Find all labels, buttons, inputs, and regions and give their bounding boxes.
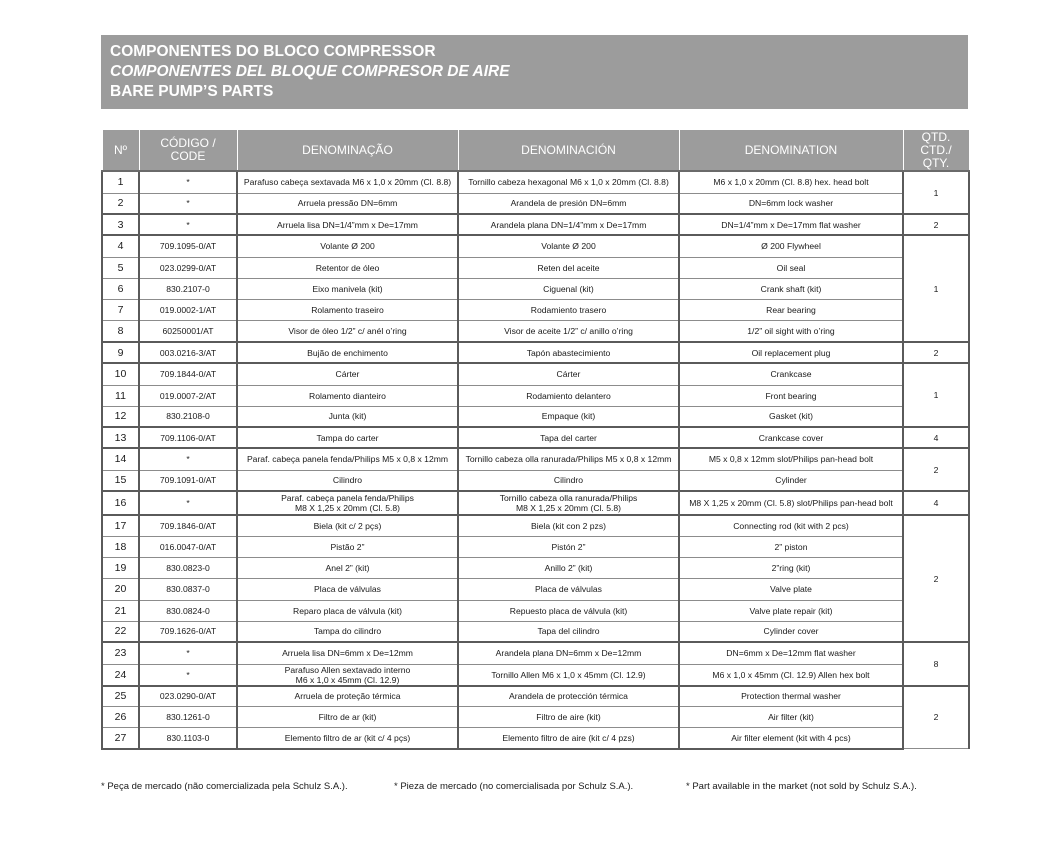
table-row (102, 664, 969, 686)
row-denomination-en: Gasket (kit) (679, 406, 903, 427)
row-denomination-es: Biela (kit con 2 pzs) (458, 515, 679, 536)
row-denomination-pt: Arruela lisa DN=1/4”mm x De=17mm (237, 214, 458, 235)
row-denomination-en: M6 x 1,0 x 20mm (Cl. 8.8) hex. head bolt (679, 171, 903, 193)
row-denomination-en: Cylinder (679, 470, 903, 491)
row-denomination-pt (237, 664, 458, 686)
row-code: 016.0047-0/AT (139, 536, 237, 557)
footnote-portuguese: * Peça de mercado (não comercializada pela Schulz S.A.). (101, 781, 348, 792)
row-quantity: 2 (903, 686, 969, 749)
header-quantity (903, 130, 969, 172)
row-denomination-en: Oil seal (679, 257, 903, 278)
table-row (102, 621, 969, 642)
row-number: 23 (102, 642, 139, 664)
table-row (102, 193, 969, 214)
row-denomination-en: Crankcase (679, 363, 903, 385)
row-denomination-en: DN=6mm lock washer (679, 193, 903, 214)
row-number: 7 (102, 299, 139, 320)
row-denomination-es: Empaque (kit) (458, 406, 679, 427)
title-banner (101, 35, 968, 109)
row-denomination-es: Cilindro (458, 470, 679, 491)
row-number: 4 (102, 235, 139, 257)
row-denomination-pt-line1: Parafuso Allen sextavado interno (284, 664, 411, 675)
row-denomination-en: DN=1/4”mm x De=17mm flat washer (679, 214, 903, 235)
row-denomination-es: Visor de aceite 1/2” c/ anillo o’ring (458, 320, 679, 342)
table-row (102, 214, 969, 235)
row-denomination-es: Volante Ø 200 (458, 235, 679, 257)
table-row (102, 707, 969, 728)
row-number: 15 (102, 470, 139, 491)
row-denomination-en: Ø 200 Flywheel (679, 235, 903, 257)
row-denomination-pt: Visor de óleo 1/2” c/ anél o’ring (237, 320, 458, 342)
row-number: 9 (102, 342, 139, 363)
table-row (102, 363, 969, 385)
row-denomination-es: Reten del aceite (458, 257, 679, 278)
row-code: 830.0824-0 (139, 600, 237, 621)
row-quantity: 2 (903, 214, 969, 235)
header-quantity-line2: CTD./ QTY. (920, 142, 952, 170)
row-number: 3 (102, 214, 139, 235)
row-denomination-pt: Tampa do carter (237, 427, 458, 448)
row-number: 21 (102, 600, 139, 621)
table-header-row (102, 130, 969, 172)
row-denomination-pt: Anel 2” (kit) (237, 557, 458, 578)
row-denomination-es: Tornillo Allen M6 x 1,0 x 45mm (Cl. 12.9) (458, 664, 679, 686)
row-denomination-en: Crankcase cover (679, 427, 903, 448)
row-number: 11 (102, 385, 139, 406)
row-denomination-pt: Cárter (237, 363, 458, 385)
row-denomination-pt: Tampa do cilindro (237, 621, 458, 642)
row-quantity: 2 (903, 342, 969, 363)
row-quantity: 1 (903, 363, 969, 427)
header-quantity-line1: QTD. (921, 129, 951, 144)
row-denomination-en: Air filter element (kit with 4 pcs) (679, 728, 903, 749)
row-denomination-pt: Arruela lisa DN=6mm x De=12mm (237, 642, 458, 664)
row-code: 019.0007-2/AT (139, 385, 237, 406)
row-denomination-pt: Biela (kit c/ 2 pçs) (237, 515, 458, 536)
row-denomination-es: Tapa del carter (458, 427, 679, 448)
row-denomination-en: Rear bearing (679, 299, 903, 320)
row-code: 019.0002-1/AT (139, 299, 237, 320)
row-quantity: 1 (903, 235, 969, 342)
row-denomination-es: Arandela plana DN=6mm x De=12mm (458, 642, 679, 664)
table-row (102, 642, 969, 664)
table-row (102, 342, 969, 363)
row-denomination-es: Tapón abastecimiento (458, 342, 679, 363)
row-denomination-en: Cylinder cover (679, 621, 903, 642)
row-denomination-es: Placa de válvulas (458, 578, 679, 600)
row-denomination-pt-line2: M8 X 1,25 x 20mm (Cl. 5.8) (294, 503, 401, 513)
row-denomination-en: 2”ring (kit) (679, 557, 903, 578)
row-number: 20 (102, 578, 139, 600)
row-denomination-es: Tornillo cabeza olla ranurada/Philips M5 x 0,8 x 12mm (458, 448, 679, 470)
row-number: 13 (102, 427, 139, 448)
footnote-spanish: * Pieza de mercado (no comercialisada por Schulz S.A.). (394, 781, 634, 792)
row-number: 17 (102, 515, 139, 536)
row-denomination-pt: Filtro de ar (kit) (237, 707, 458, 728)
row-code: 709.1844-0/AT (139, 363, 237, 385)
table-row (102, 470, 969, 491)
row-code: 60250001/AT (139, 320, 237, 342)
table-row (102, 448, 969, 470)
header-denomination-pt: DENOMINAÇÃO (237, 130, 458, 172)
row-denomination-en: Oil replacement plug (679, 342, 903, 363)
parts-table (101, 129, 970, 750)
row-denomination-en: Front bearing (679, 385, 903, 406)
row-denomination-pt-line2: M6 x 1,0 x 45mm (Cl. 12.9) (295, 674, 400, 685)
row-number: 19 (102, 557, 139, 578)
table-row (102, 491, 969, 515)
row-number: 24 (102, 664, 139, 686)
row-number: 27 (102, 728, 139, 749)
row-denomination-es: Tornillo cabeza hexagonal M6 x 1,0 x 20mm (Cl. 8.8) (458, 171, 679, 193)
header-denomination-es: DENOMINACIÓN (458, 130, 679, 172)
table-row (102, 536, 969, 557)
row-denomination-pt: Bujão de enchimento (237, 342, 458, 363)
table-row (102, 257, 969, 278)
row-denomination-es: Arandela de presión DN=6mm (458, 193, 679, 214)
row-denomination-pt: Reparo placa de válvula (kit) (237, 600, 458, 621)
row-number: 2 (102, 193, 139, 214)
row-denomination-es: Elemento filtro de aire (kit c/ 4 pzs) (458, 728, 679, 749)
row-denomination-es: Repuesto placa de válvula (kit) (458, 600, 679, 621)
table-row (102, 406, 969, 427)
row-number: 8 (102, 320, 139, 342)
row-code: * (139, 193, 237, 214)
table-row (102, 299, 969, 320)
row-denomination-en: M6 x 1,0 x 45mm (Cl. 12.9) Allen hex bolt (679, 664, 903, 686)
row-code: 830.0823-0 (139, 557, 237, 578)
row-denomination-pt: Paraf. cabeça panela fenda/Philips M5 x 0,8 x 12mm (237, 448, 458, 470)
row-code: 003.0216-3/AT (139, 342, 237, 363)
title-english: BARE PUMP’S PARTS (110, 83, 274, 100)
row-denomination-es: Arandela de protección térmica (458, 686, 679, 707)
row-denomination-pt: Arruela de proteção térmica (237, 686, 458, 707)
footnote-english: * Part available in the market (not sold by Schulz S.A.). (686, 781, 917, 792)
row-denomination-es: Cárter (458, 363, 679, 385)
row-denomination-en: 2” piston (679, 536, 903, 557)
row-denomination-en: DN=6mm x De=12mm flat washer (679, 642, 903, 664)
table-row (102, 171, 969, 193)
row-denomination-pt: Junta (kit) (237, 406, 458, 427)
row-number: 5 (102, 257, 139, 278)
row-number: 16 (102, 491, 139, 515)
table-row (102, 278, 969, 299)
row-denomination-pt: Arruela pressão DN=6mm (237, 193, 458, 214)
header-denomination-en: DENOMINATION (679, 130, 903, 172)
row-denomination-es: Anillo 2” (kit) (458, 557, 679, 578)
row-quantity: 2 (903, 448, 969, 491)
table-row (102, 235, 969, 257)
row-quantity: 4 (903, 491, 969, 515)
row-code: 830.1103-0 (139, 728, 237, 749)
row-number: 12 (102, 406, 139, 427)
row-denomination-es: Arandela plana DN=1/4”mm x De=17mm (458, 214, 679, 235)
row-denomination-en: Crank shaft (kit) (679, 278, 903, 299)
row-denomination-es: Rodamiento delantero (458, 385, 679, 406)
row-denomination-pt: Eixo manivela (kit) (237, 278, 458, 299)
table-row (102, 385, 969, 406)
row-denomination-es: Ciguenal (kit) (458, 278, 679, 299)
row-denomination-en: Air filter (kit) (679, 707, 903, 728)
row-denomination-es-line2: M8 X 1,25 x 20mm (Cl. 5.8) (515, 503, 622, 513)
table-row (102, 557, 969, 578)
row-code: 709.1095-0/AT (139, 235, 237, 257)
row-denomination-en: Protection thermal washer (679, 686, 903, 707)
title-spanish: COMPONENTES DEL BLOQUE COMPRESOR DE AIRE (110, 63, 510, 80)
row-denomination-pt: Placa de válvulas (237, 578, 458, 600)
row-denomination-pt: Parafuso cabeça sextavada M6 x 1,0 x 20mm (Cl. 8.8) (237, 171, 458, 193)
table-row (102, 686, 969, 707)
header-number: Nº (102, 130, 139, 172)
row-denomination-en: M8 X 1,25 x 20mm (Cl. 5.8) slot/Philips pan-head bolt (679, 491, 903, 515)
row-code: 830.2108-0 (139, 406, 237, 427)
row-code: 709.1106-0/AT (139, 427, 237, 448)
row-code: * (139, 214, 237, 235)
row-code: * (139, 171, 237, 193)
row-quantity: 4 (903, 427, 969, 448)
row-quantity: 8 (903, 642, 969, 686)
row-denomination-es: Pistón 2” (458, 536, 679, 557)
row-number: 22 (102, 621, 139, 642)
row-code: 830.2107-0 (139, 278, 237, 299)
row-denomination-en: Valve plate repair (kit) (679, 600, 903, 621)
row-denomination-es: Filtro de aire (kit) (458, 707, 679, 728)
row-denomination-pt-line1: Paraf. cabeça panela fenda/Philips (281, 493, 414, 503)
row-denomination-pt (237, 491, 458, 515)
row-number: 18 (102, 536, 139, 557)
parts-table-body (102, 171, 969, 749)
row-denomination-pt: Cilindro (237, 470, 458, 491)
row-denomination-es-line1: Tornillo cabeza olla ranurada/Philips (499, 493, 638, 503)
row-code: 709.1846-0/AT (139, 515, 237, 536)
row-code: * (139, 664, 237, 686)
row-denomination-pt: Volante Ø 200 (237, 235, 458, 257)
row-code: 023.0290-0/AT (139, 686, 237, 707)
row-denomination-pt: Pistão 2” (237, 536, 458, 557)
row-denomination-pt: Rolamento traseiro (237, 299, 458, 320)
row-denomination-en: Connecting rod (kit with 2 pcs) (679, 515, 903, 536)
row-number: 10 (102, 363, 139, 385)
table-row (102, 427, 969, 448)
row-number: 6 (102, 278, 139, 299)
row-denomination-pt: Retentor de óleo (237, 257, 458, 278)
row-denomination-en: 1/2” oil sight with o’ring (679, 320, 903, 342)
row-number: 25 (102, 686, 139, 707)
row-code: 023.0299-0/AT (139, 257, 237, 278)
row-number: 1 (102, 171, 139, 193)
row-denomination-es: Rodamiento trasero (458, 299, 679, 320)
row-denomination-en: Valve plate (679, 578, 903, 600)
header-code: CÓDIGO / CODE (139, 130, 237, 172)
title-portuguese: COMPONENTES DO BLOCO COMPRESSOR (110, 43, 436, 60)
row-quantity: 1 (903, 171, 969, 214)
table-row (102, 600, 969, 621)
table-row (102, 320, 969, 342)
table-row (102, 728, 969, 749)
row-code: * (139, 642, 237, 664)
row-code: 709.1626-0/AT (139, 621, 237, 642)
row-denomination-es: Tapa del cilindro (458, 621, 679, 642)
row-number: 14 (102, 448, 139, 470)
row-denomination-en: M5 x 0,8 x 12mm slot/Philips pan-head bolt (679, 448, 903, 470)
row-code: 709.1091-0/AT (139, 470, 237, 491)
row-denomination-pt: Rolamento dianteiro (237, 385, 458, 406)
row-denomination-es (458, 491, 679, 515)
row-code: * (139, 448, 237, 470)
row-code: 830.0837-0 (139, 578, 237, 600)
row-code: * (139, 491, 237, 515)
row-number: 26 (102, 707, 139, 728)
table-row (102, 515, 969, 536)
row-denomination-pt: Elemento filtro de ar (kit c/ 4 pçs) (237, 728, 458, 749)
table-row (102, 578, 969, 600)
row-quantity: 2 (903, 515, 969, 642)
row-code: 830.1261-0 (139, 707, 237, 728)
